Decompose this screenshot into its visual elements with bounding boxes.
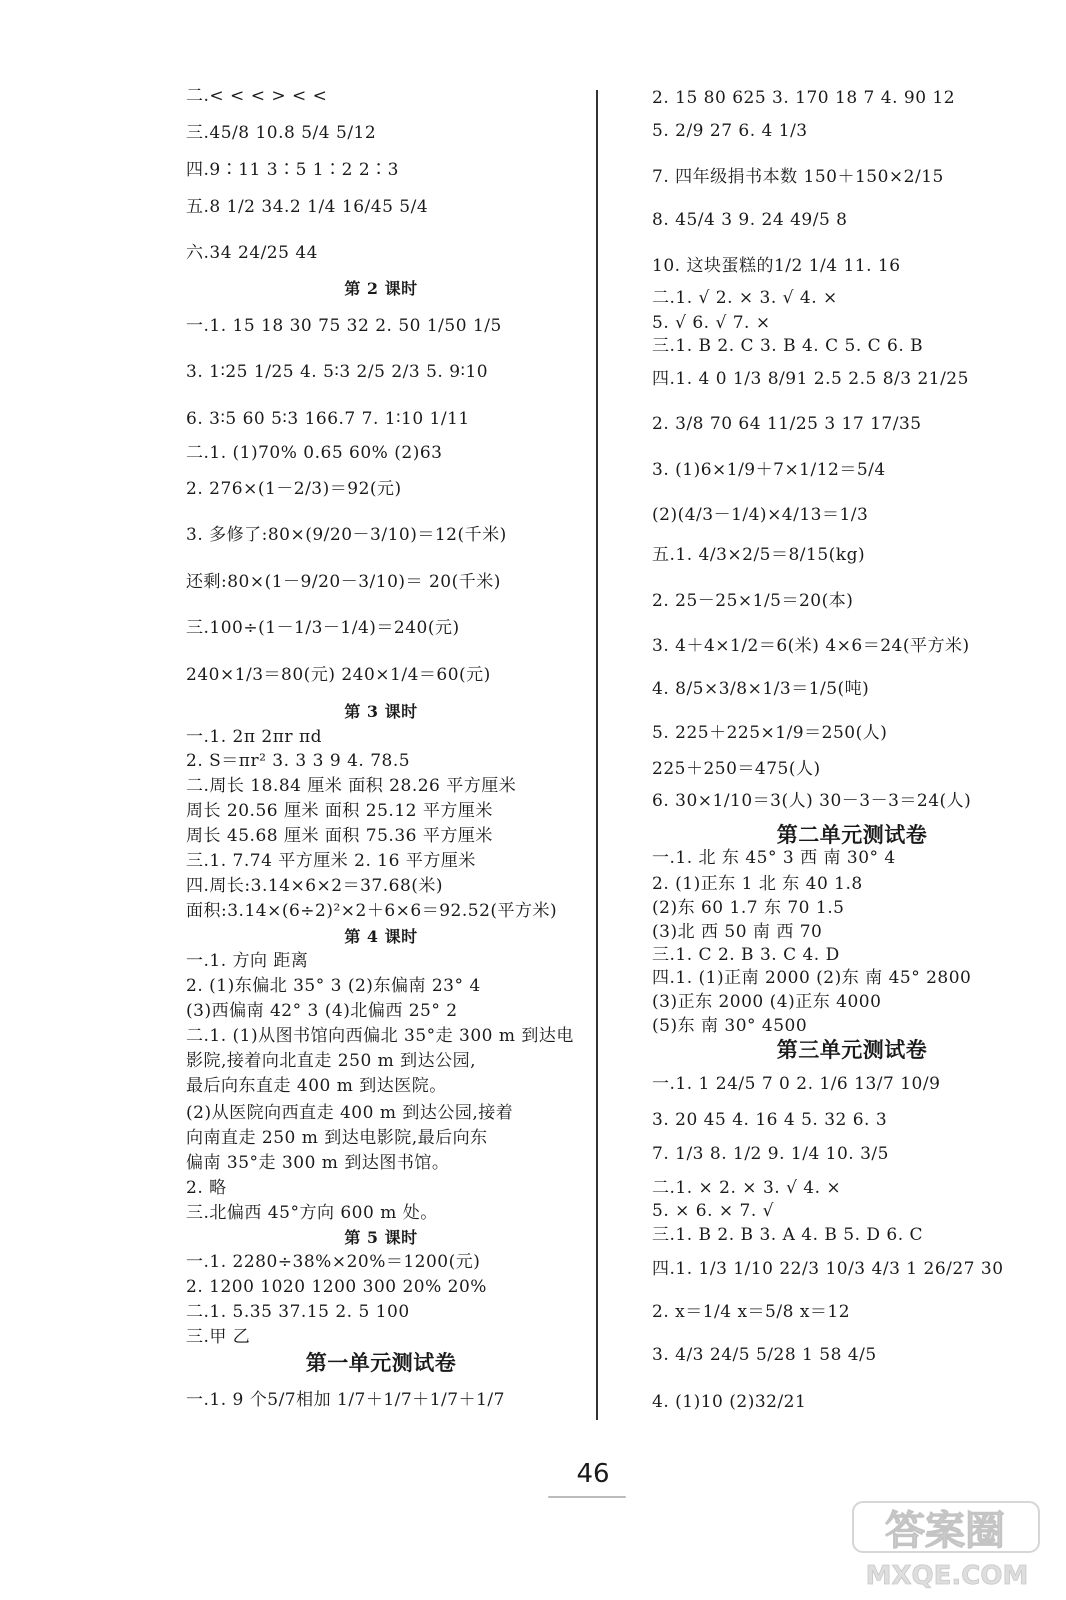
section-heading: 第 3 课时 [344,702,418,721]
answer-line: 2. 略 [186,1178,227,1198]
answer-line: 240×1/3＝80(元) 240×1/4＝60(元) [186,665,491,685]
answer-line: 一.1. 2280÷38%×20%＝1200(元) [186,1252,481,1272]
answer-line: 一.1. 1 24/5 7 0 2. 1/6 13/7 10/9 [652,1074,941,1094]
answer-line: 面积:3.14×(6÷2)²×2＋6×6＝92.52(平方米) [186,901,558,921]
answer-line: 三.100÷(1－1/3－1/4)＝240(元) [186,618,460,638]
section-heading: 第一单元测试卷 [305,1350,457,1375]
answer-line: (2)从医院向西直走 400 m 到达公园,接着 [186,1103,514,1123]
section-heading: 第 4 课时 [344,927,418,946]
answer-line: 7. 四年级捐书本数 150＋150×2/15 [652,167,944,187]
answer-line: 一.1. 9 个5/7相加 1/7＋1/7＋1/7＋1/7 [186,1390,505,1410]
answer-line: 三.北偏西 45°方向 600 m 处。 [186,1203,438,1223]
answer-line: 8. 45/4 3 9. 24 49/5 8 [652,210,848,230]
answer-line: (5)东 南 30° 4500 [652,1016,808,1036]
answer-line: 6. 30×1/10＝3(人) 30－3－3＝24(人) [652,791,972,811]
answer-line: 四.1. (1)正南 2000 (2)东 南 45° 2800 [652,968,972,988]
answer-line: 影院,接着向北直走 250 m 到达公园, [186,1051,477,1071]
answer-line: 10. 这块蛋糕的1/2 1/4 11. 16 [652,256,901,276]
answer-line: 二.1. (1)70% 0.65 60% (2)63 [186,443,443,463]
answer-line: 三.1. B 2. B 3. A 4. B 5. D 6. C [652,1225,924,1245]
answer-line: 一.1. 北 东 45° 3 西 南 30° 4 [652,848,896,868]
answer-line: 五.8 1/2 34.2 1/4 16/45 5/4 [186,197,429,217]
watermark-logo [845,1498,1050,1593]
answer-line: 7. 1/3 8. 1/2 9. 1/4 10. 3/5 [652,1144,889,1164]
answer-line: 5. 225＋225×1/9＝250(人) [652,723,888,743]
answer-line: 四.1. 1/3 1/10 22/3 10/3 4/3 1 26/27 30 [652,1259,1004,1279]
answer-line: 3. 多修了:80×(9/20－3/10)＝12(千米) [186,525,507,545]
answer-line: 周长 20.56 厘米 面积 25.12 平方厘米 [186,801,493,821]
column-divider [596,90,598,1420]
answer-line: 6. 3∶5 60 5∶3 166.7 7. 1∶10 1/11 [186,409,470,429]
page-number: 46 [576,1459,610,1489]
answer-line: 三.1. 7.74 平方厘米 2. 16 平方厘米 [186,851,476,871]
answer-line: 四.1. 4 0 1/3 8/91 2.5 2.5 8/3 21/25 [652,369,969,389]
answer-line: 三.45/8 10.8 5/4 5/12 [186,123,377,143]
answer-line: 一.1. 15 18 30 75 32 2. 50 1/50 1/5 [186,316,502,336]
section-heading: 第二单元测试卷 [776,822,928,847]
answer-line: (3)正东 2000 (4)正东 4000 [652,992,882,1012]
answer-line: 5. √ 6. √ 7. × [652,313,771,333]
section-heading: 第 5 课时 [344,1228,418,1247]
answer-line: 向南直走 250 m 到达电影院,最后向东 [186,1128,488,1148]
answer-line: 二.1. (1)从图书馆向西偏北 35°走 300 m 到达电 [186,1026,574,1046]
answer-line: 2. 15 80 625 3. 170 18 7 4. 90 12 [652,88,956,108]
answer-line: 二.1. √ 2. × 3. √ 4. × [652,288,838,308]
answer-line: 2. 3/8 70 64 11/25 3 17 17/35 [652,414,922,434]
answer-line: (2)(4/3－1/4)×4/13＝1/3 [652,505,869,525]
answer-line: 六.34 24/25 44 [186,243,318,263]
answer-line: 5. 2/9 27 6. 4 1/3 [652,121,808,141]
answer-line: 4. 8/5×3/8×1/3＝1/5(吨) [652,679,870,699]
section-heading: 第 2 课时 [344,279,418,298]
answer-line: 一.1. 2π 2πr πd [186,727,322,747]
answer-line: 2. 276×(1－2/3)＝92(元) [186,479,402,499]
answer-line: 2. S＝πr² 3. 3 3 9 4. 78.5 [186,751,411,771]
section-heading: 第三单元测试卷 [776,1037,928,1062]
answer-line: 4. (1)10 (2)32/21 [652,1392,807,1412]
watermark-domain: MXQE.COM [865,1561,1029,1591]
answer-line: 五.1. 4/3×2/5＝8/15(kg) [652,545,866,565]
watermark-chars: 答案圈 [885,1508,1005,1554]
answer-line: 3. 4＋4×1/2＝6(米) 4×6＝24(平方米) [652,636,970,656]
answer-line: 四.9∶11 3∶5 1∶2 2∶3 [186,160,399,180]
answer-line: 2. 25－25×1/5＝20(本) [652,591,854,611]
answer-line: 还剩:80×(1－9/20－3/10)＝ 20(千米) [186,572,501,592]
answer-line: 最后向东直走 400 m 到达医院。 [186,1076,447,1096]
answer-line: 3. 1∶25 1/25 4. 5∶3 2/5 2/3 5. 9∶10 [186,362,489,382]
answer-line: 二.< < < > < < [186,86,328,106]
page-number-underline [548,1496,626,1498]
answer-line: (3)北 西 50 南 西 70 [652,922,823,942]
answer-line: 3. 4/3 24/5 5/28 1 58 4/5 [652,1345,877,1365]
answer-line: 三.1. C 2. B 3. C 4. D [652,945,840,965]
answer-line: 偏南 35°走 300 m 到达图书馆。 [186,1153,450,1173]
answer-line: 2. 1200 1020 1200 300 20% 20% [186,1277,487,1297]
answer-line: 二.1. × 2. × 3. √ 4. × [652,1178,842,1198]
answer-line: (2)东 60 1.7 东 70 1.5 [652,898,845,918]
answer-line: 3. 20 45 4. 16 4 5. 32 6. 3 [652,1110,888,1130]
watermark-graphic [845,1498,1050,1593]
answer-line: 一.1. 方向 距离 [186,951,309,971]
answer-line: 三.1. B 2. C 3. B 4. C 5. C 6. B [652,336,924,356]
answer-line: 四.周长:3.14×6×2＝37.68(米) [186,876,444,896]
answer-line: 2. (1)东偏北 35° 3 (2)东偏南 23° 4 [186,976,481,996]
answer-line: 3. (1)6×1/9＋7×1/12＝5/4 [652,460,886,480]
answer-line: 三.甲 乙 [186,1327,251,1347]
answer-line: 周长 45.68 厘米 面积 75.36 平方厘米 [186,826,493,846]
answer-line: 2. (1)正东 1 北 东 40 1.8 [652,874,863,894]
answer-line: 二.1. 5.35 37.15 2. 5 100 [186,1302,410,1322]
answer-line: 5. × 6. × 7. √ [652,1201,774,1221]
answer-line: 2. x＝1/4 x＝5/8 x＝12 [652,1302,851,1322]
answer-line: 二.周长 18.84 厘米 面积 28.26 平方厘米 [186,776,517,796]
answer-line: 225＋250＝475(人) [652,759,821,779]
answer-line: (3)西偏南 42° 3 (4)北偏西 25° 2 [186,1001,458,1021]
